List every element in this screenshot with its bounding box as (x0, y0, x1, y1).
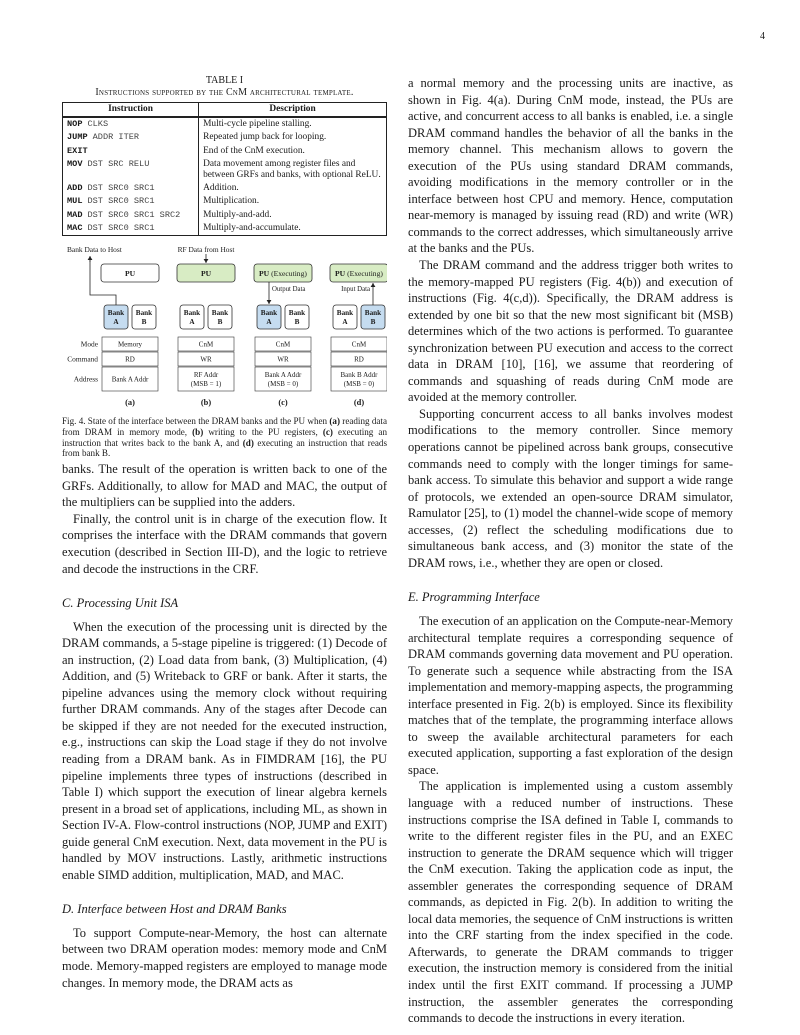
mode-value: Memory (117, 340, 143, 349)
table-title: TABLE I (205, 75, 244, 86)
bank-a-letter: A (266, 318, 272, 327)
operands: DST SRC0 SRC1 (87, 222, 155, 233)
label-rf-data-from-host: RF Data from Host (177, 245, 235, 255)
instruction-cell (63, 222, 199, 236)
bank-a-letter: A (113, 318, 119, 327)
pu-label: PU (Executing) (335, 269, 383, 279)
opcode: MAC (67, 222, 83, 233)
table-caption (62, 75, 387, 99)
arrow-to-host-head (88, 256, 93, 260)
right-column (408, 75, 733, 1027)
description-cell: End of the CnM execution. (199, 145, 387, 158)
left-paragraph-2: Finally, the control unit is in charge of the execution flow. It comprises the interface with the DRAM commands that govern execution (described in Section III-D), and the logic to retrieve and decode the instructions in the CRF. (62, 511, 387, 576)
row-label-address: Address (73, 374, 98, 384)
caption-d-text: executing an instruction that reads from bank B. (62, 437, 387, 459)
operands: DST SRC RELU (87, 158, 150, 169)
operands: DST SRC0 SRC1 (87, 196, 155, 207)
left-paragraph-3: When the execution of the processing unit is directed by the DRAM commands, a 5-stage pipeline is triggered: (1) Decode of an instruction, (2) Load data from bank, (3) Multiplication, (4) Addition, and (5) Writeback to GRF or bank. After it starts, the pipeline advances using the memory clock without requiring further DRAM commands. Any of the stages after Decode can be skipped if they are not needed for the executed instruction, e.g., instructions can skip the Load stage if they do not involve reading from a DRAM bank. As in FIMDRAM [16], the PU pipeline implements three types of instructions (described in Table I) which support the execution of linear algebra kernels present in a broad set of applications, including ML, as shown in Section IV-A. Flow-control instructions (NOP, JUMP and EXIT) guide general CnM execution. Next, data movement in the PU is handled by MOV instructions. Lastly, arithmetic instructions enable SIMD addition, multiplication, MAD, and MAC. (62, 619, 387, 882)
row-label-command: Command (67, 354, 98, 364)
opcode: JUMP (67, 132, 88, 143)
pu-label: PU (200, 269, 212, 279)
caption-a-text: reading data from DRAM in memory mode, (62, 416, 387, 437)
right-paragraph-1: a normal memory and the processing units are inactive, as shown in Fig. 4(a). During CnM mode, instead, the PUs are active, and concurrent access to all banks is enabled, i.e. a single DRAM command handles the behavior of all the banks in the memory channel. This mechanism allows to govern the execution of the PUs using standard DRAM commands, avoiding modifications in the memory controller or in the interface between host CPU and memory. Hence, computation near-memory is managed by issuing read (RD) and write (WR) commands to the correct addresses, which simultaneously arrive at the banks and the PUs. (408, 76, 733, 256)
bank-b-label: Bank (211, 309, 229, 318)
bank-a-letter: A (342, 318, 348, 327)
table-row (63, 195, 387, 208)
address-line-2: (MSB = 0) (343, 380, 375, 389)
caption-b-text: writing to the PU registers, (203, 426, 323, 437)
description-cell: Multiply-and-accumulate. (199, 222, 387, 236)
table-row (63, 182, 387, 195)
row-label-mode: Mode (80, 339, 98, 349)
instruction-cell (63, 195, 199, 208)
table-header-instruction: Instruction (63, 103, 199, 118)
table-row (63, 158, 387, 182)
bank-b-letter: B (217, 318, 223, 327)
command-value: RD (125, 355, 135, 364)
bank-b-label: Bank (364, 309, 382, 318)
address-line-1: RF Addr (193, 371, 219, 380)
address-line-1: Bank B Addr (340, 371, 378, 380)
mode-value: CnM (275, 340, 291, 349)
pu-label: PU (Executing) (259, 269, 307, 279)
operands: CLKS (87, 119, 109, 130)
opcode: MOV (67, 158, 83, 169)
mode-value: CnM (351, 340, 367, 349)
panel-label: (c) (278, 398, 288, 408)
panel-label: (d) (353, 398, 365, 408)
section-heading-c: C. Processing Unit ISA (62, 596, 179, 611)
label-output-data: Output Data (272, 286, 306, 294)
address-line-2: (MSB = 1) (190, 380, 222, 389)
operands: DST SRC0 SRC1 (87, 183, 155, 194)
instruction-cell (63, 158, 199, 182)
caption-c-text: executing an instruction that writes back to the bank A, and (62, 426, 388, 448)
opcode: MUL (67, 196, 83, 207)
opcode: EXIT (67, 145, 88, 156)
label-input-data: Input Data (341, 286, 370, 294)
address-value: Bank A Addr (111, 375, 149, 384)
table-row (63, 222, 387, 236)
section-heading-e: E. Programming Interface (408, 590, 540, 605)
command-value: RD (354, 355, 364, 364)
page-number: 4 (760, 31, 765, 42)
description-cell: Multi-cycle pipeline stalling. (199, 117, 387, 131)
bank-a-label: Bank (107, 309, 125, 318)
description-cell: Multiply-and-add. (199, 209, 387, 222)
panel-label: (a) (125, 398, 135, 408)
label-bank-data-to-host: Bank Data to Host (67, 245, 122, 255)
table-row (63, 145, 387, 158)
panel-label: (b) (200, 398, 212, 408)
address-line-1: Bank A Addr (264, 371, 302, 380)
bank-b-letter: B (141, 318, 147, 327)
command-value: WR (277, 355, 289, 364)
right-paragraph-4: The execution of an application on the Compute-near-Memory architectural template requires a corresponding sequence of DRAM commands governing data movement and PU operation. To generate such a sequence while abstracting from the ISA implementation and memory-mapping aspects, the programming interface presented in Fig. 2(b) is employed. Since its flexibility matches that of the template, the programming interface allows to sweep the available architectural parameters for each executed application, supporting a fast exploration of the design space. (408, 613, 733, 777)
mode-value: CnM (198, 340, 214, 349)
description-cell: Addition. (199, 182, 387, 195)
operands: DST SRC0 SRC1 SRC2 (87, 209, 181, 220)
right-paragraph-3: Supporting concurrent access to all banks involves modest modifications to the memory controller. Since memory operations cannot be pipelined across bank groups, consecutive commands need to comply with the longer timings for same-bank access. To simulate this behavior and support a wide range of protocols, we extended an open-source DRAM simulator, Ramulator [25], to (1) model the channel-wide scope of memory accesses, (2) reflect the scheduling modifications due to simultaneous bank access, and (3) monitor the state of the DRAM rows, i.e., whether they are open or closed. (408, 406, 733, 570)
bank-a-label: Bank (336, 309, 354, 318)
description-cell: Data movement among register files and between GRFs and banks, with optional ReLU. (199, 158, 387, 182)
bank-a-letter: A (189, 318, 195, 327)
table-subtitle: Instructions supported by the CnM architectural template. (95, 87, 354, 98)
bank-a-label: Bank (260, 309, 278, 318)
instruction-cell (63, 182, 199, 195)
table-header-description: Description (199, 103, 387, 118)
caption-pre: Fig. 4. State of the interface between the DRAM banks and the PU when (62, 416, 330, 427)
instruction-cell (63, 131, 199, 144)
opcode: ADD (67, 183, 83, 194)
bank-a-label: Bank (183, 309, 201, 318)
address-line-2: (MSB = 0) (267, 380, 299, 389)
arrow-input-data-head (371, 283, 376, 287)
table-row (63, 117, 387, 131)
figure-4 (62, 242, 387, 414)
caption-d: (d) (242, 437, 254, 448)
bank-b-letter: B (370, 318, 376, 327)
left-paragraph-1: banks. The result of the operation is written back to one of the GRFs. Additionally, to allow for MAD and MAC, the output of the multipliers can be supplied into the adders. (62, 462, 387, 510)
pu-label: PU (124, 269, 136, 279)
opcode: NOP (67, 119, 83, 130)
right-paragraph-5: The application is implemented using a custom assembly language with a reduced number of instructions. These instructions comprise the ISA defined in Table I, commands to write to the different register files in the PU, and an EXEC instruction to generate the DRAM sequence which will trigger the CnM execution. Taking the application code as input, the assembler generates the corresponding sequence of DRAM commands, as depicted in Fig. 2(b). In addition to writing the local data memories, the sequence of CnM instructions is written into the CRF starting from the index specified in the code. Afterwards, to generate the DRAM commands to trigger execution, the instruction memory is considered from the initial index until the first EXIT command. If processing a JUMP instruction, the assembler generates the corresponding commands to decode the instructions in every iteration. (408, 779, 733, 1026)
caption-a: (a) (329, 416, 340, 427)
operands: ADDR ITER (92, 132, 140, 143)
table-row (63, 131, 387, 144)
figure-caption (62, 416, 387, 459)
bank-b-label: Bank (135, 309, 153, 318)
bank-b-letter: B (294, 318, 300, 327)
opcode: MAD (67, 209, 83, 220)
description-cell: Repeated jump back for looping. (199, 131, 387, 144)
caption-c: (c) (322, 426, 333, 437)
right-paragraph-2: The DRAM command and the address trigger both writes to the memory-mapped PU registers (Fig. 4(b)) and execution of instructions (Fig. 4(c,d)). Specifically, the DRAM address is extended by one bit so that the new most significant bit (MSB) determines which of the two actions is performed. To guarantee synchronization between PU execution and access to the correct data in DRAM [10], [16], we assume that reordering of commands and squashing of reads during CnM mode are avoided at the memory controller. (408, 258, 733, 405)
description-cell: Multiplication. (199, 195, 387, 208)
left-column (62, 75, 387, 991)
table-row (63, 209, 387, 222)
isa-table (62, 102, 387, 236)
arrow-from-host-head (204, 259, 209, 263)
left-paragraph-4: To support Compute-near-Memory, the host can alternate between two DRAM operation modes: memory mode and CnM mode. Memory-mapped registers are employed to manage mode changes. In memory mode, the DRAM acts as (62, 925, 387, 990)
caption-b: (b) (192, 426, 204, 437)
arrow-output-data-head (267, 300, 272, 304)
command-value: WR (200, 355, 212, 364)
interface-diagram (62, 242, 387, 414)
bank-b-label: Bank (288, 309, 306, 318)
instruction-cell (63, 145, 199, 158)
instruction-cell (63, 117, 199, 131)
section-heading-d: D. Interface between Host and DRAM Banks (62, 902, 287, 917)
instruction-cell (63, 209, 199, 222)
